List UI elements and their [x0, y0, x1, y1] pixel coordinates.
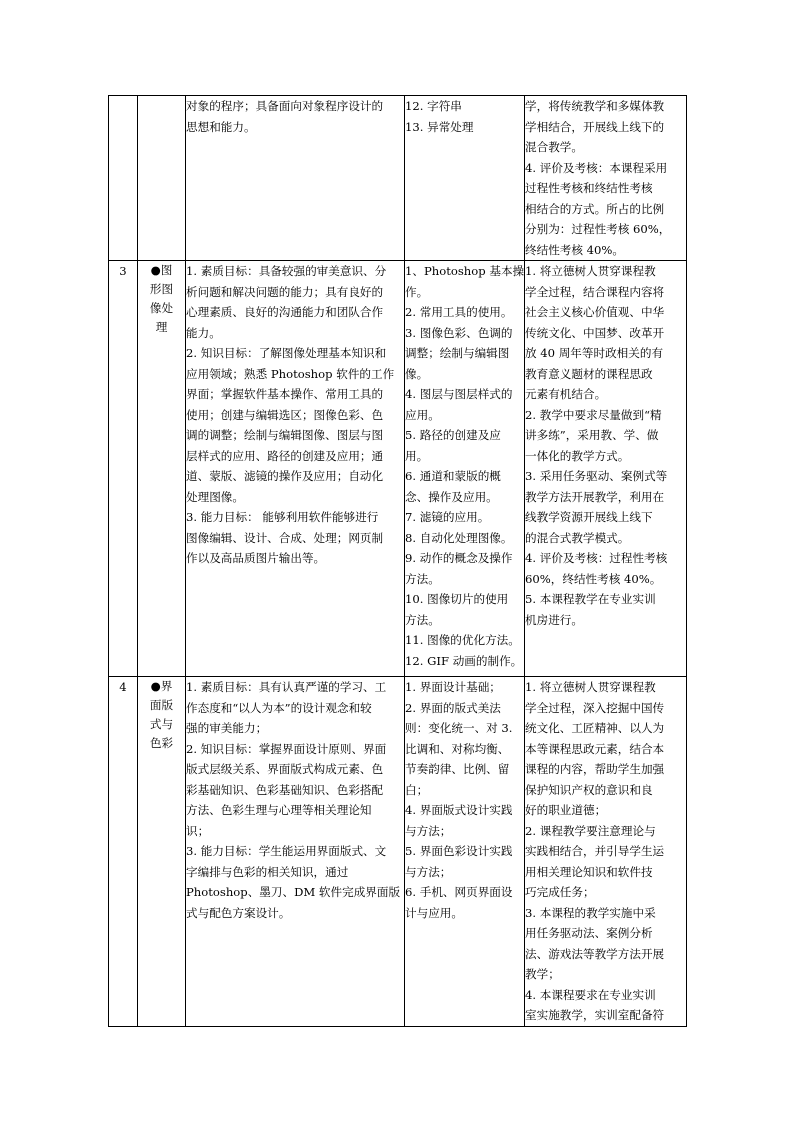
text-line: 巧完成任务； [525, 885, 595, 899]
text-line: 应用领域；熟悉 Photoshop 软件的工作 [186, 366, 395, 381]
text-line: 作以及高品质图片输出等。 [186, 551, 326, 565]
text-line: 调的调整；绘制与编辑图像、图层与图 [186, 428, 384, 442]
text-line: 学全过程，结合课程内容将 [525, 284, 665, 299]
text-line: 心理素质、良好的沟通能力和团队合作 [186, 305, 384, 319]
course-name-cell [138, 261, 186, 677]
text-line: 3. 图像色彩、色调的 [405, 325, 513, 340]
text-line: 层样式的应用、路径的创建及应用；通 [186, 448, 384, 463]
course-name-cell [138, 677, 186, 1027]
text-line: 本等课程思政元素，结合本 [525, 741, 665, 756]
text-line: 统文化、工匠精神、以人为 [525, 721, 665, 735]
text-line: 调整；绘制与编辑图 [405, 346, 510, 360]
text-line: 5. 本课程教学在专业实训 [525, 592, 656, 606]
text-line: 讲多练”，采用教、学、做 [525, 428, 659, 442]
text-line: 相结合的方式。所占的比例 [525, 201, 665, 216]
row-number: 3 [119, 264, 127, 278]
text-line: 3. 本课程的教学实施中采 [525, 905, 656, 920]
text-line: 版式层级关系、界面版式构成元素、色 [186, 762, 384, 776]
row-number-cell [109, 261, 138, 677]
text-line: 4. 评价及考核：本课程采用 [525, 160, 668, 175]
text-line: 教学； [525, 967, 560, 981]
text-line: 2. 界面的版式美法 [405, 700, 501, 715]
text-line: 作态度和“以人为本”的设计观念和较 [186, 700, 372, 715]
text-line: 1. 界面设计基础； [405, 680, 501, 694]
text-line: 传统文化、中国梦、改革开 [525, 325, 665, 340]
text-line: 方法。 [405, 571, 440, 586]
text-line: 计与应用。 [405, 905, 463, 920]
course-name: ●界面版式与色彩 [149, 679, 174, 750]
table-row [109, 96, 687, 261]
text-line: 彩基础知识、色彩基础知识、色彩搭配 [186, 782, 384, 797]
text-line: 2. 常用工具的使用。 [405, 305, 513, 319]
table-row [109, 261, 687, 677]
text-line: 6. 通道和蒙版的概 [405, 469, 501, 483]
text-line: 用相关理论知识和软件技 [525, 864, 653, 879]
text-line: 与方法； [405, 823, 452, 838]
table-row [109, 677, 687, 1027]
text-line: 过程性考核和终结性考核 [525, 181, 653, 195]
text-line: 终结性考核 40%。 [525, 242, 625, 257]
text-line: 一体化的教学方式。 [525, 448, 630, 463]
text-line: 析问题和解决问题的能力；具有良好的 [186, 284, 384, 299]
text-line: 12. GIF 动画的制作。 [405, 653, 523, 668]
text-line: 对象的程序；具备面向对象程序设计的 [186, 99, 384, 113]
text-line: 6. 手机、网页界面设 [405, 885, 513, 899]
text-line: 学相结合，开展线上线下的 [525, 119, 665, 134]
text-line: 念、操作及应用。 [405, 489, 498, 504]
text-line: 3. 能力目标：学生能运用界面版式、文 [186, 844, 387, 858]
teaching-requirements-cell [525, 677, 687, 1027]
text-line: 道、蒙版、滤镜的操作及应用；自动化 [186, 469, 384, 483]
row-number: 4 [119, 680, 127, 694]
text-line: 4. 本课程要求在专业实训 [525, 987, 656, 1002]
course-table [108, 95, 687, 1027]
row-number-cell [109, 96, 138, 261]
text-line: 放 40 周年等时政相关的有 [525, 346, 664, 360]
text-line: 处理图像。 [186, 489, 244, 504]
text-line: 分别为：过程性考核 60%， [525, 222, 671, 236]
course-name: ●图形图像处理 [149, 263, 174, 334]
text-line: 的混合式教学模式。 [525, 530, 630, 545]
text-line: 能力。 [186, 325, 221, 340]
text-line: 思想和能力。 [186, 119, 256, 134]
text-line: 比调和、对称均衡、 [405, 741, 510, 756]
text-line: 1. 素质目标：具有认真严谨的学习、工 [186, 680, 387, 694]
text-line: 方法、色彩生理与心理等相关理论知 [186, 803, 372, 817]
text-line: 60%，终结性考核 40%。 [525, 571, 662, 586]
course-goal-cell [186, 261, 405, 677]
text-line: 3. 能力目标： 能够利用软件能够进行 [186, 510, 379, 524]
course-goal-cell [186, 96, 405, 261]
text-line: 与方法； [405, 864, 452, 879]
text-line: 1. 素质目标：具备较强的审美意识、分 [186, 264, 387, 278]
text-line: 混合教学。 [525, 140, 583, 154]
text-line: 像。 [405, 366, 429, 381]
text-line: 9. 动作的概念及操作 [405, 551, 513, 565]
teaching-requirements-cell [525, 96, 687, 261]
text-line: 13. 异常处理 [405, 119, 474, 134]
text-line: 界面；掌握软件基本操作、常用工具的 [186, 387, 384, 401]
course-content-cell [405, 261, 525, 677]
text-line: 8. 自动化处理图像。 [405, 530, 513, 545]
text-line: 10. 图像切片的使用 [405, 592, 509, 606]
course-content-cell [405, 96, 525, 261]
text-line: 作。 [405, 284, 429, 299]
text-line: 保护知识产权的意识和良 [525, 782, 653, 797]
teaching-requirements-cell [525, 261, 687, 677]
text-line: 使用；创建与编辑选区；图像色彩、色 [186, 407, 384, 422]
text-line: 2. 教学中要求尽量做到“精 [525, 407, 662, 422]
text-line: 教育意义题材的课程思政 [525, 366, 653, 381]
text-line: 1. 将立德树人贯穿课程教 [525, 680, 656, 694]
text-line: 好的职业道德； [525, 803, 607, 817]
text-line: 节奏韵律、比例、留 [405, 762, 510, 776]
text-line: 字编排与色彩的相关知识，通过 [186, 864, 349, 879]
text-line: 社会主义核心价值观、中华 [525, 305, 665, 319]
text-line: 白； [405, 782, 429, 797]
text-line: 1、Photoshop 基本操 [405, 264, 524, 278]
text-line: 线教学资源开展线上线下 [525, 510, 653, 524]
text-line: Photoshop、墨刀、DM 软件完成界面版 [186, 885, 401, 899]
text-line: 7. 滤镜的应用。 [405, 510, 490, 524]
text-line: 式与配色方案设计。 [186, 905, 291, 920]
text-line: 法、游戏法等教学方法开展 [525, 946, 665, 961]
text-line: 则：变化统一、对 3. [405, 721, 513, 735]
text-line: 应用。 [405, 407, 440, 422]
text-line: 用任务驱动法、案例分析 [525, 926, 653, 940]
text-line: 识； [186, 823, 210, 838]
text-line: 学，将传统教学和多媒体教 [525, 99, 665, 113]
text-line: 元素有机结合。 [525, 387, 607, 401]
course-content-cell [405, 677, 525, 1027]
text-line: 2. 课程教学要注意理论与 [525, 823, 656, 838]
text-line: 实践相结合，并引导学生运 [525, 844, 665, 858]
text-line: 4. 界面版式设计实践 [405, 803, 513, 817]
text-line: 2. 知识目标：了解图像处理基本知识和 [186, 346, 387, 360]
text-line: 教学方法开展教学，利用在 [525, 489, 665, 504]
text-line: 图像编辑、设计、合成、处理；网页制 [186, 530, 384, 545]
text-line: 12. 字符串 [405, 99, 462, 113]
course-goal-cell [186, 677, 405, 1027]
text-line: 1. 将立德树人贯穿课程教 [525, 264, 656, 278]
text-line: 用。 [405, 448, 429, 463]
text-line: 5. 界面色彩设计实践 [405, 844, 513, 858]
text-line: 2. 知识目标：掌握界面设计原则、界面 [186, 741, 387, 756]
text-line: 4. 图层与图层样式的 [405, 387, 513, 401]
text-line: 室实施教学，实训室配备符 [525, 1008, 665, 1022]
text-line: 11. 图像的优化方法。 [405, 633, 520, 647]
text-line: 强的审美能力； [186, 721, 268, 735]
text-line: 课程的内容，帮助学生加强 [525, 762, 665, 776]
text-line: 学全过程，深入挖掘中国传 [525, 700, 665, 715]
text-line: 机房进行。 [525, 612, 583, 627]
row-number-cell [109, 677, 138, 1027]
text-line: 4. 评价及考核：过程性考核 [525, 551, 668, 565]
text-line: 方法。 [405, 612, 440, 627]
course-name-cell [138, 96, 186, 261]
text-line: 5. 路径的创建及应 [405, 428, 501, 442]
text-line: 3. 采用任务驱动、案例式等 [525, 469, 668, 483]
